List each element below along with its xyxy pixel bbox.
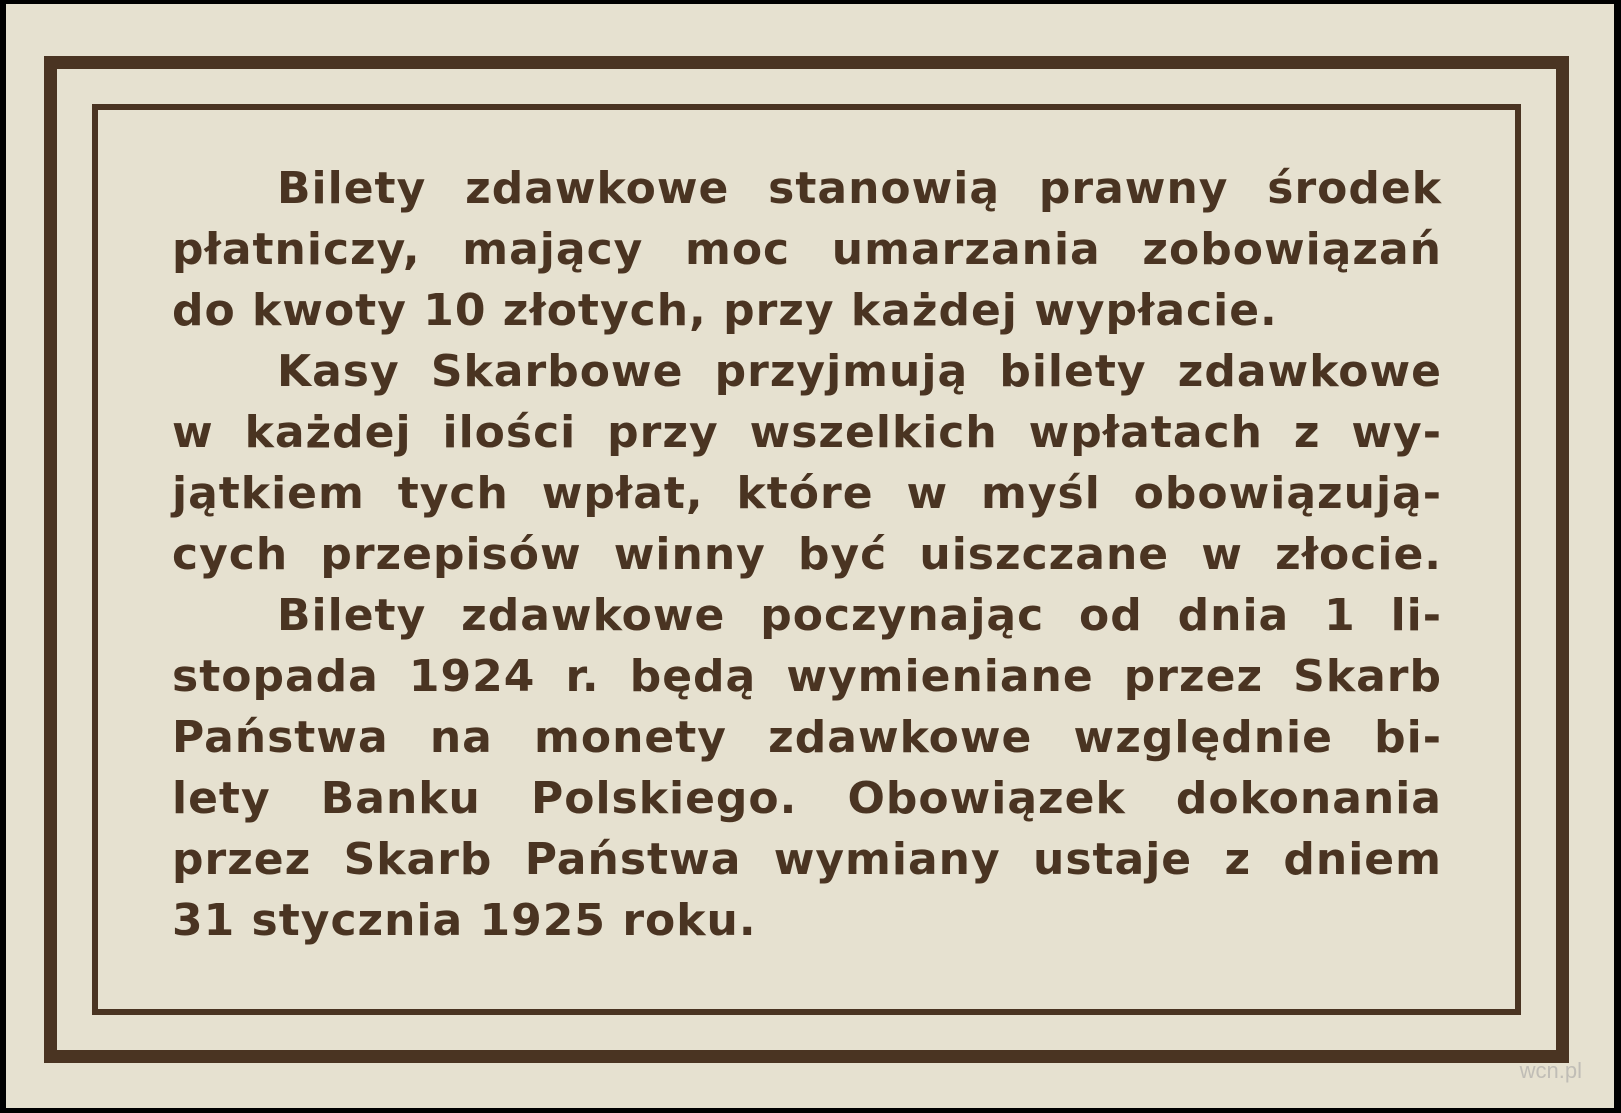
text-line: jątkiem tych wpłat, które w myśl obowiązują- <box>172 468 1442 519</box>
watermark: wcn.pl <box>1519 1058 1582 1083</box>
text-line: do kwoty 10 złotych, przy każdej wypłacie. <box>172 285 1278 336</box>
banknote-reverse <box>6 4 1614 1108</box>
text-line: Państwa na monety zdawkowe względnie bi- <box>172 712 1442 763</box>
text-line: w każdej ilości przy wszelkich wpłatach z wy- <box>172 407 1442 458</box>
text-line: 31 stycznia 1925 roku. <box>172 895 757 946</box>
text-line: Kasy Skarbowe przyjmują bilety zdawkowe <box>277 346 1442 397</box>
note-text <box>172 158 1442 951</box>
text-line: cych przepisów winny być uiszczane w złocie. <box>172 529 1442 580</box>
text-line: przez Skarb Państwa wymiany ustaje z dniem <box>172 834 1442 885</box>
text-line: płatniczy, mający moc umarzania zobowiązań <box>172 224 1442 275</box>
text-line: stopada 1924 r. będą wymieniane przez Skarb <box>172 651 1442 702</box>
text-line: Bilety zdawkowe stanowią prawny środek <box>277 163 1442 214</box>
text-line: Bilety zdawkowe poczynając od dnia 1 li- <box>277 590 1442 641</box>
text-line: lety Banku Polskiego. Obowiązek dokonania <box>172 773 1442 824</box>
